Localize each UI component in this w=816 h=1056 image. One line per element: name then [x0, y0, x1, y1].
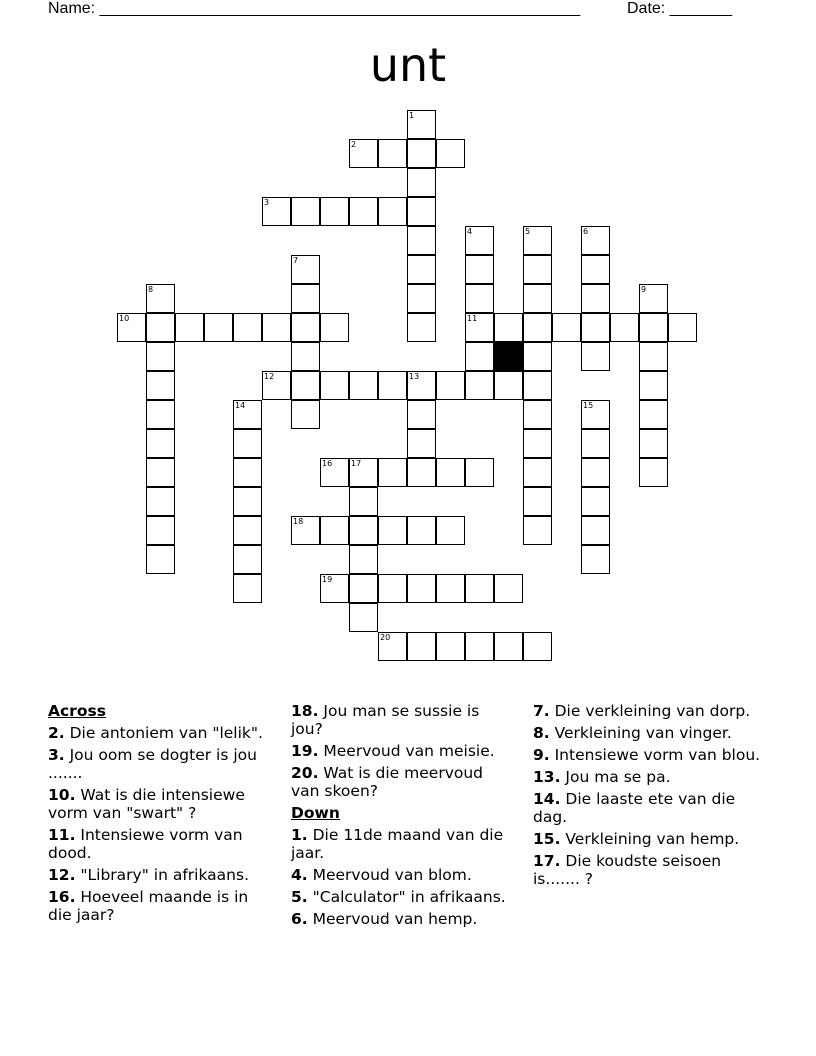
clue-number: 12 [264, 372, 275, 381]
grid-cell[interactable] [291, 255, 320, 284]
grid-cell[interactable] [349, 574, 378, 603]
clue-number-label: 6. [291, 910, 308, 928]
clue-number-label: 7. [533, 702, 550, 720]
grid-cell[interactable] [581, 516, 610, 545]
grid-cell[interactable] [581, 429, 610, 458]
grid-cell[interactable] [639, 342, 668, 371]
grid-cell[interactable] [407, 226, 436, 255]
grid-cell[interactable] [523, 458, 552, 487]
clue [533, 790, 768, 826]
clue-number-label: 15. [533, 830, 561, 848]
clue [291, 888, 516, 906]
grid-cell[interactable] [349, 545, 378, 574]
grid-cell[interactable] [146, 487, 175, 516]
clue-number-label: 8. [533, 724, 550, 742]
clue-text: Wat is die meervoud van skoen? [291, 764, 484, 800]
grid-cell[interactable] [233, 545, 262, 574]
clue-number-label: 3. [48, 746, 65, 764]
clue [48, 786, 273, 822]
grid-cell[interactable] [523, 342, 552, 371]
grid-cell[interactable] [639, 371, 668, 400]
grid-cell[interactable] [146, 429, 175, 458]
clue-text: Wat is die intensiewe vorm van "swart" ? [48, 786, 245, 822]
clue-text: Verkleining van hemp. [560, 830, 740, 848]
clue [533, 830, 768, 848]
grid-cell[interactable] [494, 632, 523, 661]
clue-text: Hoeveel maande is in die jaar? [48, 888, 249, 924]
clue-text: "Calculator" in afrikaans. [307, 888, 506, 906]
grid-cell[interactable] [668, 313, 697, 342]
grid-cell[interactable] [523, 632, 552, 661]
clue-number: 11 [467, 314, 478, 323]
grid-cell[interactable] [378, 139, 407, 168]
grid-cell[interactable] [436, 139, 465, 168]
clue [48, 826, 273, 862]
grid-cell[interactable] [262, 371, 291, 400]
grid-cell[interactable] [407, 313, 436, 342]
clue [48, 724, 273, 742]
grid-cell[interactable] [581, 458, 610, 487]
grid-cell[interactable] [320, 371, 349, 400]
grid-cell[interactable] [465, 284, 494, 313]
grid-cell[interactable] [291, 400, 320, 429]
clue [291, 826, 516, 862]
clue [48, 866, 273, 884]
grid-cell[interactable] [233, 400, 262, 429]
grid-cell[interactable] [436, 516, 465, 545]
grid-cell[interactable] [233, 516, 262, 545]
grid-cell[interactable] [465, 371, 494, 400]
grid-cell[interactable] [581, 226, 610, 255]
grid-cell[interactable] [291, 516, 320, 545]
grid-cell[interactable] [233, 458, 262, 487]
grid-cell[interactable] [465, 632, 494, 661]
grid-cell[interactable] [146, 371, 175, 400]
clue-text: Intensiewe vorm van dood. [48, 826, 243, 862]
clue [291, 910, 516, 928]
grid-cell[interactable] [407, 197, 436, 226]
grid-cell[interactable] [320, 574, 349, 603]
clue-number: 16 [322, 459, 333, 468]
grid-cell[interactable] [523, 313, 552, 342]
grid-cell[interactable] [407, 458, 436, 487]
grid-cell[interactable] [581, 400, 610, 429]
grid-cell[interactable] [320, 458, 349, 487]
clue-text: Meervoud van meisie. [318, 742, 495, 760]
grid-cell[interactable] [436, 574, 465, 603]
clue-number-label: 1. [291, 826, 308, 844]
clue-number: 18 [293, 517, 304, 526]
clue-column-1 [48, 702, 273, 928]
clue-text: Meervoud van hemp. [307, 910, 478, 928]
clue [48, 746, 273, 782]
clue-number-label: 16. [48, 888, 76, 906]
clue-number-label: 14. [533, 790, 561, 808]
grid-cell[interactable] [523, 284, 552, 313]
name-field-label: Name: ______________________________________________________ [48, 0, 581, 17]
clue-text: Meervoud van blom. [307, 866, 472, 884]
clue-number-label: 2. [48, 724, 65, 742]
grid-cell[interactable] [581, 342, 610, 371]
grid-cell[interactable] [233, 574, 262, 603]
grid-cell[interactable] [407, 400, 436, 429]
grid-cell[interactable] [494, 574, 523, 603]
grid-cell[interactable] [349, 197, 378, 226]
grid-cell[interactable] [465, 342, 494, 371]
grid-cell[interactable] [349, 458, 378, 487]
clue-number: 15 [583, 401, 594, 410]
grid-cell[interactable] [581, 545, 610, 574]
grid-cell[interactable] [465, 458, 494, 487]
clue-number-label: 13. [533, 768, 561, 786]
clue-number: 20 [380, 633, 391, 642]
clue-number: 3 [264, 198, 270, 207]
grid-cell[interactable] [262, 197, 291, 226]
grid-cell[interactable] [320, 516, 349, 545]
grid-cell[interactable] [146, 313, 175, 342]
grid-cell[interactable] [436, 632, 465, 661]
clue-number: 6 [583, 227, 589, 236]
grid-cell[interactable] [523, 487, 552, 516]
clue-column-3 [533, 702, 768, 892]
grid-cell[interactable] [639, 400, 668, 429]
grid-cell[interactable] [320, 197, 349, 226]
grid-cell[interactable] [494, 371, 523, 400]
grid-cell[interactable] [407, 516, 436, 545]
clue [533, 746, 768, 764]
clue-number-label: 17. [533, 852, 561, 870]
grid-cell[interactable] [407, 632, 436, 661]
clue-number: 1 [409, 111, 415, 120]
grid-cell[interactable] [407, 255, 436, 284]
grid-cell[interactable] [378, 371, 407, 400]
clue-number: 4 [467, 227, 473, 236]
across-heading: Across [48, 702, 106, 720]
clue-text: Jou ma se pa. [560, 768, 671, 786]
clue-number: 17 [351, 459, 362, 468]
clue [533, 724, 768, 742]
page-title: unt [369, 38, 447, 92]
grid-cell[interactable] [436, 458, 465, 487]
grid-cell[interactable] [407, 284, 436, 313]
grid-cell[interactable] [523, 516, 552, 545]
clue-number-label: 5. [291, 888, 308, 906]
clue-number-label: 4. [291, 866, 308, 884]
clue [533, 702, 768, 720]
clue-number-label: 11. [48, 826, 76, 844]
clue [48, 888, 273, 924]
clue-number-label: 19. [291, 742, 319, 760]
grid-cell[interactable] [146, 342, 175, 371]
clue [291, 742, 516, 760]
grid-cell[interactable] [117, 313, 146, 342]
clue-text: Die verkleining van dorp. [549, 702, 751, 720]
clue-number: 8 [148, 285, 154, 294]
grid-cell[interactable] [407, 574, 436, 603]
clue-number: 9 [641, 285, 647, 294]
grid-cell[interactable] [349, 603, 378, 632]
grid-cell[interactable] [378, 574, 407, 603]
grid-cell[interactable] [175, 313, 204, 342]
grid-cell[interactable] [523, 429, 552, 458]
grid-cell[interactable] [494, 313, 523, 342]
grid-cell[interactable] [581, 313, 610, 342]
grid-cell[interactable] [407, 371, 436, 400]
grid-cell[interactable] [378, 197, 407, 226]
clue-number: 14 [235, 401, 246, 410]
clue-column-2 [291, 702, 516, 932]
clue-number-label: 20. [291, 764, 319, 782]
clue-text: Intensiewe vorm van blou. [549, 746, 761, 764]
clue [291, 866, 516, 884]
clue [291, 702, 516, 738]
grid-cell[interactable] [523, 371, 552, 400]
grid-cell[interactable] [349, 487, 378, 516]
grid-cell[interactable] [465, 313, 494, 342]
grid-cell[interactable] [146, 400, 175, 429]
grid-cell[interactable] [407, 429, 436, 458]
grid-cell[interactable] [291, 342, 320, 371]
grid-cell[interactable] [465, 574, 494, 603]
grid-cell[interactable] [146, 516, 175, 545]
clue-number: 2 [351, 140, 357, 149]
clue-text: Verkleining van vinger. [549, 724, 732, 742]
grid-cell[interactable] [465, 226, 494, 255]
clue-text: Die antoniem van "lelik". [64, 724, 263, 742]
clue [291, 764, 516, 800]
grid-cell[interactable] [552, 313, 581, 342]
grid-cell[interactable] [291, 371, 320, 400]
clue-number: 7 [293, 256, 299, 265]
clue-number-label: 10. [48, 786, 76, 804]
grid-cell[interactable] [523, 226, 552, 255]
grid-cell[interactable] [523, 255, 552, 284]
grid-cell[interactable] [349, 516, 378, 545]
clue-number: 19 [322, 575, 333, 584]
grid-cell[interactable] [523, 400, 552, 429]
clue-text: "Library" in afrikaans. [75, 866, 249, 884]
grid-cell[interactable] [146, 284, 175, 313]
grid-cell[interactable] [639, 313, 668, 342]
grid-cell[interactable] [581, 255, 610, 284]
grid-cell[interactable] [349, 371, 378, 400]
grid-cell[interactable] [291, 313, 320, 342]
grid-cell[interactable] [320, 313, 349, 342]
grid-cell[interactable] [407, 139, 436, 168]
grid-cell[interactable] [378, 632, 407, 661]
grid-cell[interactable] [146, 458, 175, 487]
grid-cell[interactable] [581, 284, 610, 313]
clue [533, 852, 768, 888]
clue-text: Die 11de maand van die jaar. [291, 826, 504, 862]
grid-cell[interactable] [639, 284, 668, 313]
grid-cell[interactable] [465, 255, 494, 284]
down-heading: Down [291, 804, 340, 822]
grid-cell[interactable] [378, 458, 407, 487]
grid-cell[interactable] [349, 139, 378, 168]
clue-number-label: 18. [291, 702, 319, 720]
grid-cell[interactable] [581, 487, 610, 516]
black-cell [494, 342, 523, 371]
grid-cell[interactable] [436, 371, 465, 400]
grid-cell[interactable] [262, 313, 291, 342]
clue [533, 768, 768, 786]
grid-cell[interactable] [146, 545, 175, 574]
grid-cell[interactable] [233, 487, 262, 516]
grid-cell[interactable] [233, 313, 262, 342]
grid-cell[interactable] [291, 284, 320, 313]
grid-cell[interactable] [407, 168, 436, 197]
clue-text: Jou oom se dogter is jou ....... [48, 746, 257, 782]
clue-number-label: 9. [533, 746, 550, 764]
grid-cell[interactable] [610, 313, 639, 342]
grid-cell[interactable] [639, 429, 668, 458]
clue-text: Jou man se sussie is jou? [291, 702, 480, 738]
clue-text: Die laaste ete van die dag. [533, 790, 736, 826]
grid-cell[interactable] [233, 429, 262, 458]
clue-number: 5 [525, 227, 531, 236]
date-field-label: Date: _______ [627, 0, 732, 17]
grid-cell[interactable] [639, 458, 668, 487]
clue-text: Die koudste seisoen is....... ? [533, 852, 722, 888]
grid-cell[interactable] [204, 313, 233, 342]
clue-number: 13 [409, 372, 420, 381]
clue-number: 10 [119, 314, 130, 323]
grid-cell[interactable] [291, 197, 320, 226]
clue-number-label: 12. [48, 866, 76, 884]
grid-cell[interactable] [378, 516, 407, 545]
grid-cell[interactable] [407, 110, 436, 139]
